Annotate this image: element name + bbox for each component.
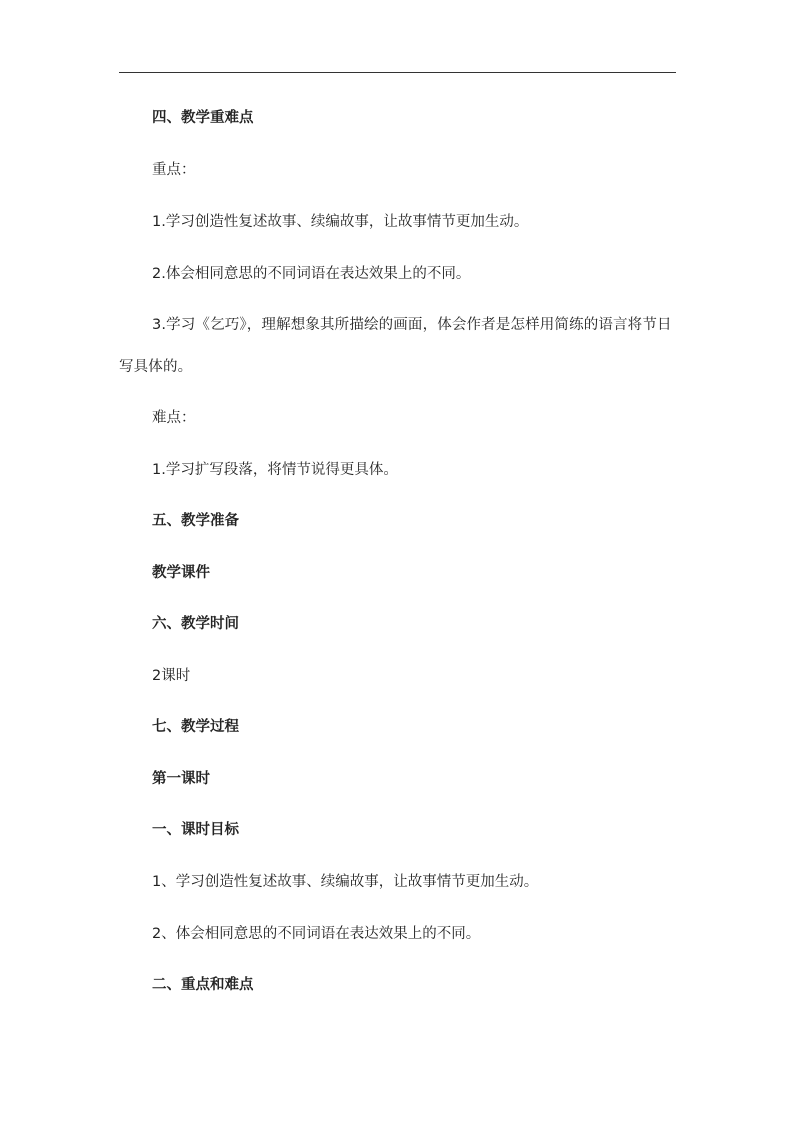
- lesson-1-goals-heading: 一、课时目标: [152, 822, 239, 838]
- lesson-1-key-heading: 二、重点和难点: [152, 977, 254, 993]
- key-points-label: 重点：: [152, 162, 196, 178]
- section-5-heading: 五、教学准备: [152, 513, 239, 529]
- section-5-content: 教学课件: [152, 565, 210, 581]
- key-point-3: 3.学习《乞巧》，理解想象其所描绘的画面，体会作者是怎样用简练的语言将节日写具体的。: [119, 317, 672, 375]
- header-rule: [119, 72, 676, 73]
- difficult-points-label: 难点：: [152, 410, 196, 426]
- lesson-1-goal-2: 2、体会相同意思的不同词语在表达效果上的不同。: [152, 926, 481, 942]
- section-4-heading: 四、教学重难点: [152, 110, 254, 126]
- lesson-1-heading: 第一课时: [152, 771, 210, 787]
- lesson-1-goal-1: 1、学习创造性复述故事、续编故事，让故事情节更加生动。: [152, 874, 539, 890]
- section-7-heading: 七、教学过程: [152, 719, 239, 735]
- section-6-content: 2课时: [152, 668, 191, 684]
- key-point-1: 1.学习创造性复述故事、续编故事，让故事情节更加生动。: [152, 214, 529, 230]
- section-6-heading: 六、教学时间: [152, 616, 239, 632]
- key-point-2: 2.体会相同意思的不同词语在表达效果上的不同。: [152, 266, 471, 282]
- difficult-point-1: 1.学习扩写段落，将情节说得更具体。: [152, 462, 398, 478]
